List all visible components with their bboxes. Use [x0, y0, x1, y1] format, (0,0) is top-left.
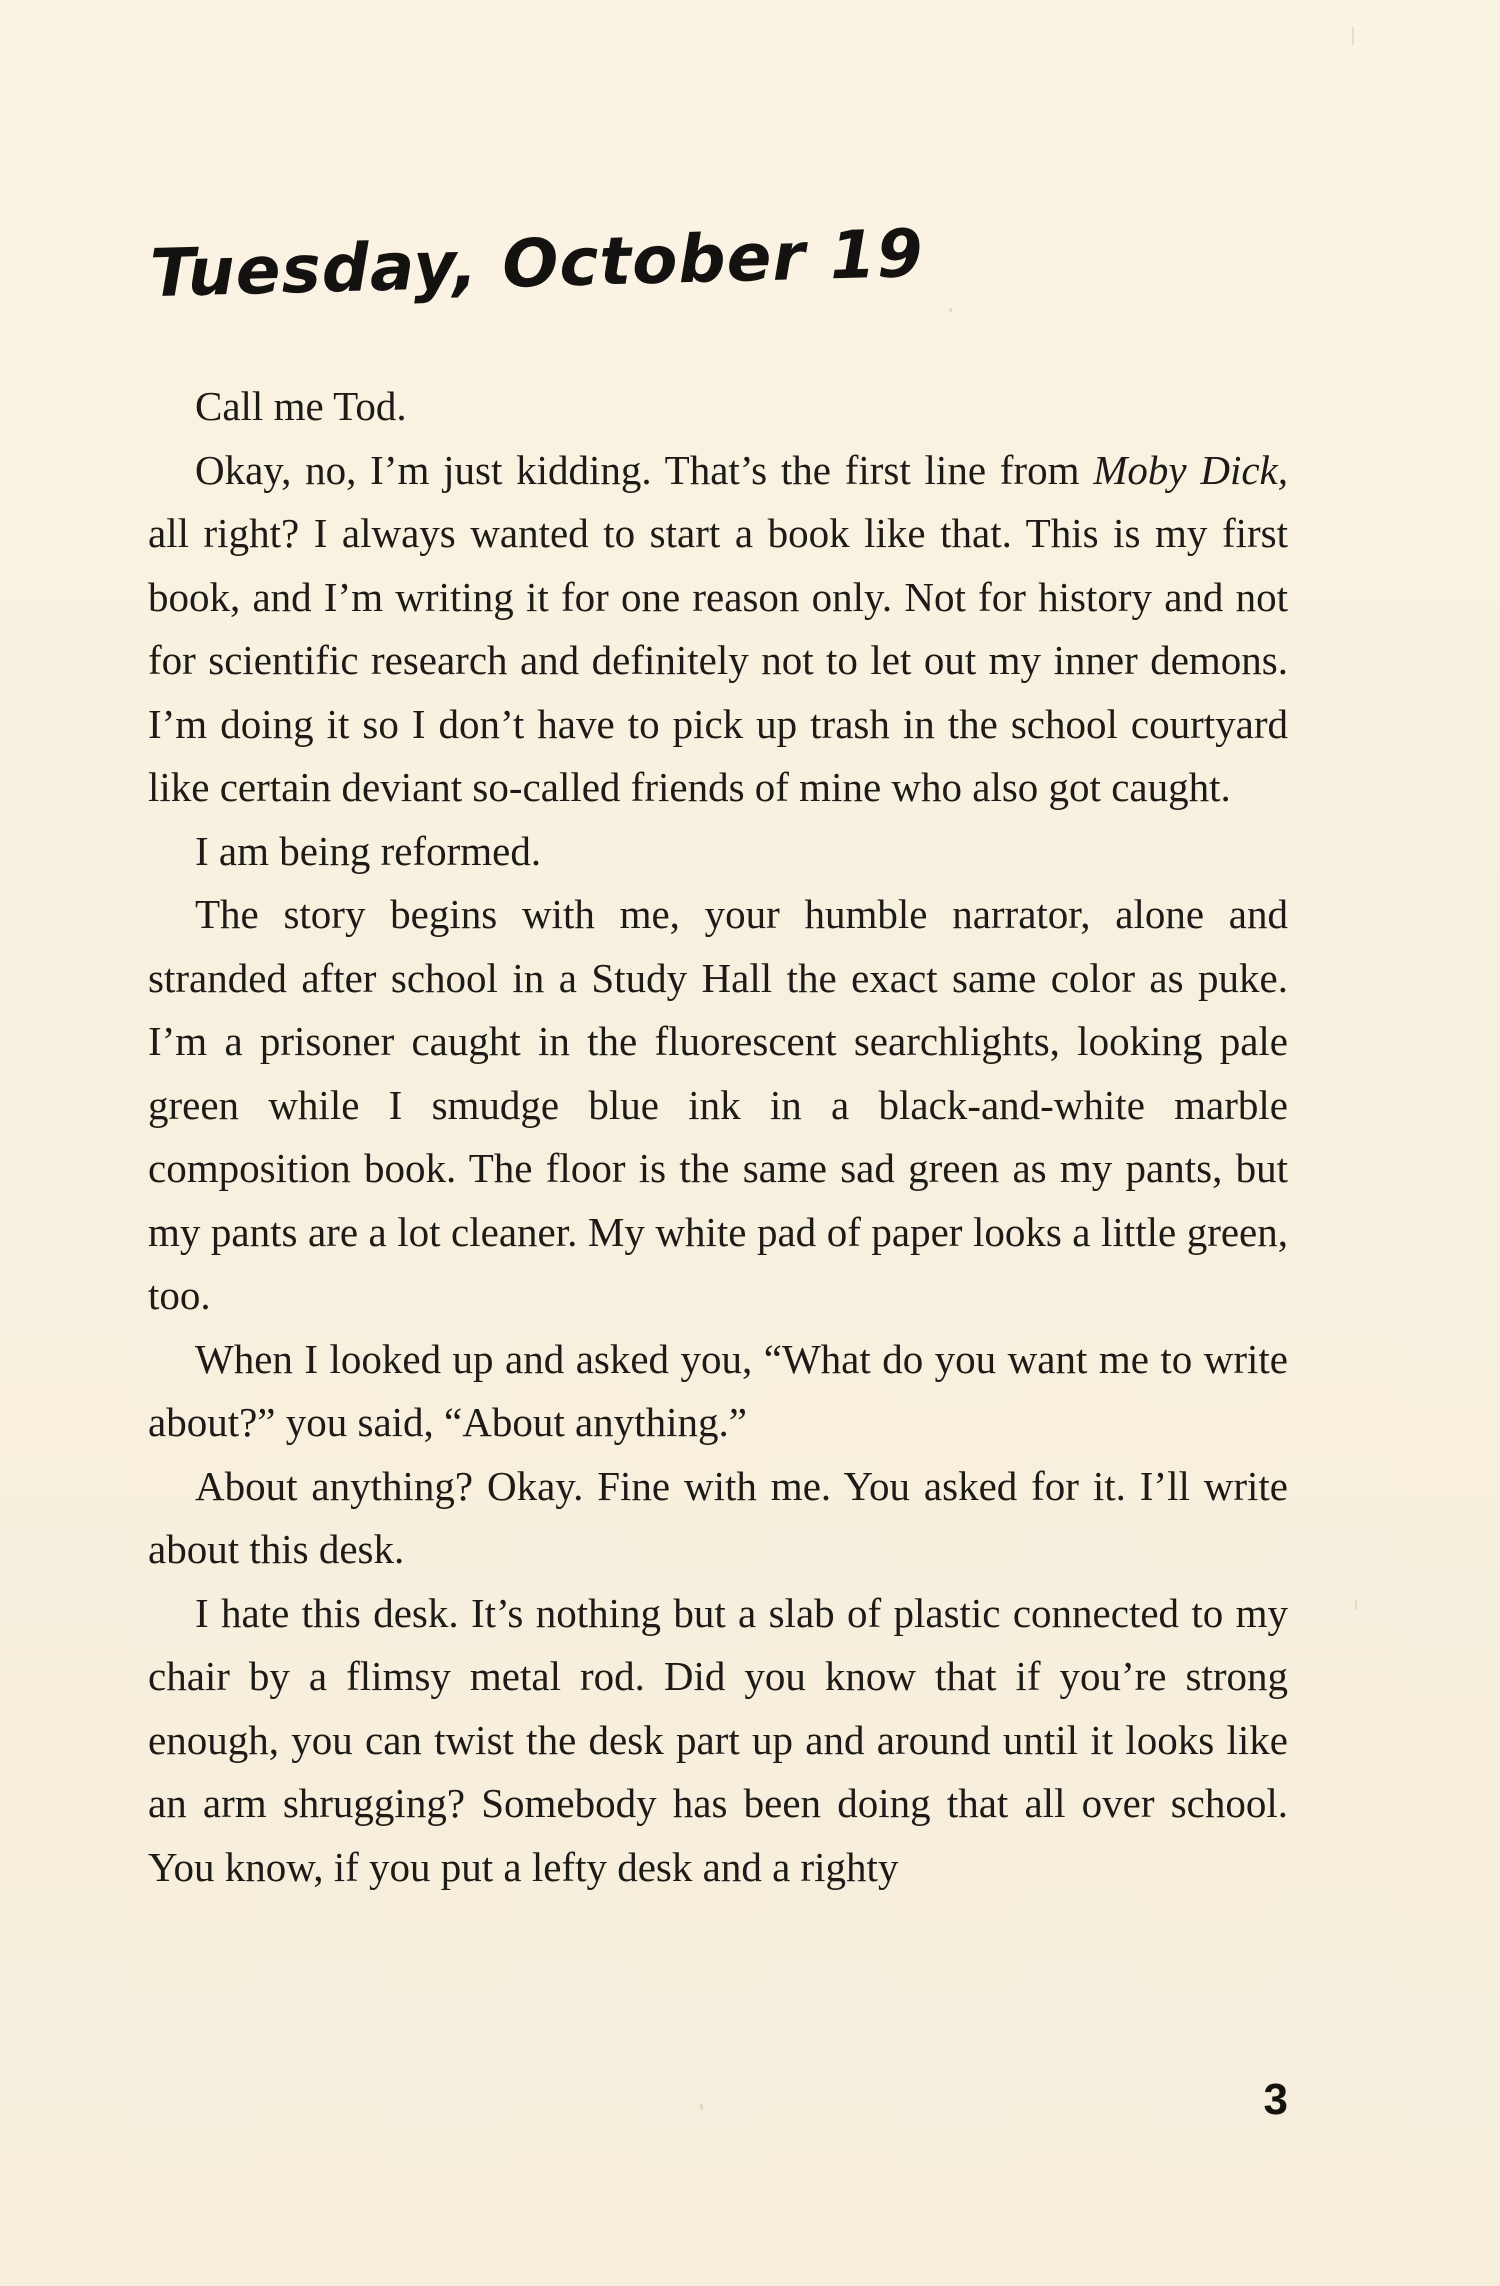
paper-speck: [1352, 27, 1354, 45]
paragraph-4: The story begins with me, your humble narrator, alone and stranded after school in a Study Hall the exact same color as puke. I’m a prisoner caught in the fluorescent searchlights, looking pale green while I smudge blue ink in a black-and-white marble composition book. The floor is the same sad green as my pants, but my pants are a lot cleaner. My white pad of paper looks a little green, too.: [148, 891, 1288, 1318]
paragraph-7: I hate this desk. It’s nothing but a slab of plastic connected to my chair by a flimsy metal rod. Did you know that if you’re strong enough, you can twist the desk part up and around until it looks like an arm shrugging? Somebody has been doing that all over school. You know, if you put a lefty desk and a righty: [148, 1589, 1288, 1890]
paragraph-1: Call me Tod.: [195, 383, 407, 429]
paper-speck: [949, 308, 952, 312]
page-number: 3: [1263, 2075, 1288, 2124]
paragraph-3: I am being reformed.: [195, 827, 542, 874]
chapter-heading: Tuesday, October 19: [149, 214, 925, 313]
book-title-italic: Moby Dick,: [1093, 446, 1288, 493]
paragraph-2: Okay, no, I’m just kidding. That’s the first line from Moby Dick, all right? I always wanted to start a book like that. This is my first book, and I’m writing it for one reason only. Not for history and not for scientific research and definitely not to let out my inner demons. I’m doing it so I don’t have to pick up trash in the school courtyard like certain deviant so-called friends of mine who also got caught.: [148, 446, 1288, 810]
paragraph-6: About anything? Okay. Fine with me. You asked for it. I’ll write about this desk.: [148, 1462, 1288, 1572]
paper-speck: [1355, 1600, 1357, 1610]
paragraph-5: When I looked up and asked you, “What do you want me to write about?” you said, “About anything.”: [148, 1335, 1288, 1445]
paper-speck: [700, 2104, 703, 2110]
body-text: [148, 375, 1288, 1899]
